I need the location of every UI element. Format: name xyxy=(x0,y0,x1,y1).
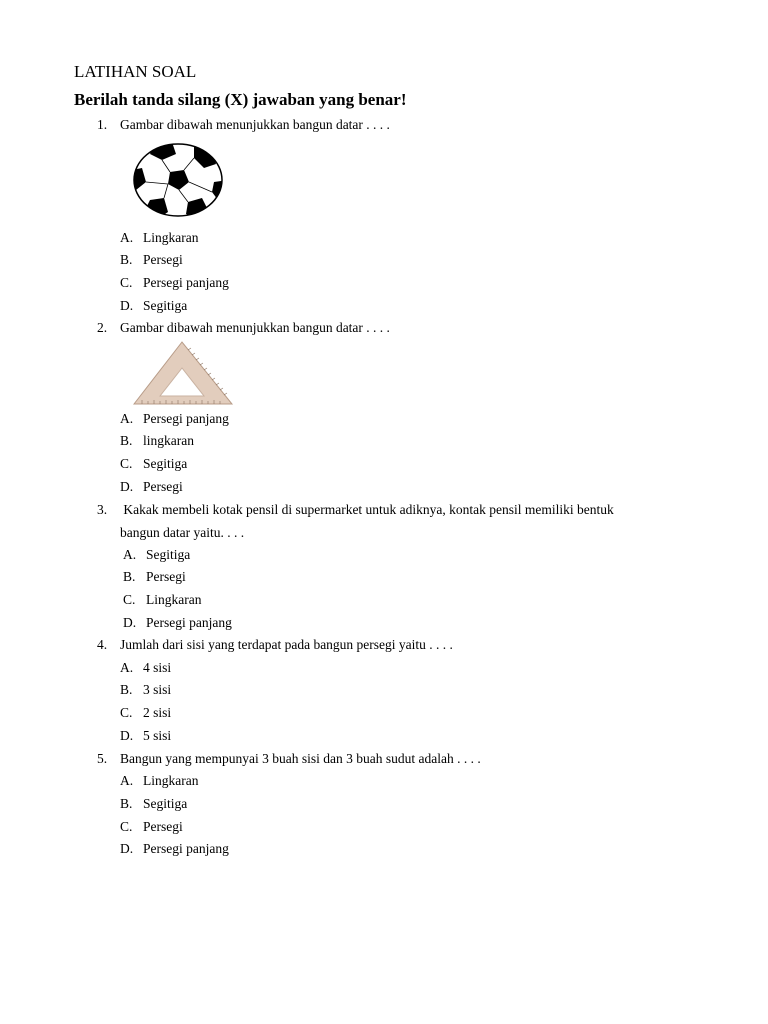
option-text: Persegi xyxy=(143,252,183,267)
option-label: A. xyxy=(120,773,134,788)
triangle-ruler-image xyxy=(132,340,236,406)
option-label: B. xyxy=(120,682,133,697)
option-label: C. xyxy=(123,592,136,607)
option-label: B. xyxy=(120,252,133,267)
option-a[interactable] xyxy=(120,659,172,677)
option-a[interactable] xyxy=(120,410,229,428)
option-text: Persegi xyxy=(143,479,183,494)
instruction-heading: Berilah tanda silang (X) jawaban yang benar! xyxy=(74,90,407,109)
option-c[interactable] xyxy=(120,455,188,473)
option-text: Segitiga xyxy=(146,547,191,562)
option-label: D. xyxy=(120,298,134,313)
option-text: Lingkaran xyxy=(143,773,199,788)
soccer-ball-image xyxy=(132,142,224,218)
option-text: Segitiga xyxy=(143,796,188,811)
option-label: A. xyxy=(120,411,134,426)
option-text: Persegi panjang xyxy=(143,411,229,426)
option-text: Persegi xyxy=(143,819,183,834)
option-d[interactable] xyxy=(123,614,232,632)
option-d[interactable] xyxy=(120,297,188,315)
option-b[interactable] xyxy=(120,681,172,699)
option-c[interactable] xyxy=(120,274,229,292)
option-text: lingkaran xyxy=(143,433,194,448)
option-text: 3 sisi xyxy=(143,682,172,697)
option-label: B. xyxy=(123,569,136,584)
option-text: Persegi panjang xyxy=(143,841,229,856)
option-label: D. xyxy=(123,615,137,630)
option-label: C. xyxy=(120,456,133,471)
question-text: Jumlah dari sisi yang terdapat pada bangun persegi yaitu . . . . xyxy=(120,637,453,652)
question-text-line-1: Kakak membeli kotak pensil di supermarket untuk adiknya, kontak pensil memiliki bentuk xyxy=(120,502,614,517)
option-b[interactable] xyxy=(120,251,183,269)
option-label: A. xyxy=(120,660,134,675)
option-label: A. xyxy=(120,230,134,245)
option-label: C. xyxy=(120,819,133,834)
question-text: Gambar dibawah menunjukkan bangun datar . . . . xyxy=(120,320,390,335)
question-text: Bangun yang mempunyai 3 buah sisi dan 3 buah sudut adalah . . . . xyxy=(120,751,481,766)
option-c[interactable] xyxy=(123,591,202,609)
option-text: Segitiga xyxy=(143,456,188,471)
question-number: 1. xyxy=(97,117,108,132)
option-b[interactable] xyxy=(120,795,188,813)
question-text-line-2: bangun datar yaitu. . . . xyxy=(120,525,245,540)
option-a[interactable] xyxy=(120,772,199,790)
question-number: 4. xyxy=(97,637,108,652)
option-text: 2 sisi xyxy=(143,705,172,720)
option-text: 4 sisi xyxy=(143,660,172,675)
question-text: Gambar dibawah menunjukkan bangun datar . . . . xyxy=(120,117,390,132)
option-label: D. xyxy=(120,728,134,743)
option-c[interactable] xyxy=(120,818,183,836)
option-a[interactable] xyxy=(123,546,191,564)
option-text: Persegi panjang xyxy=(143,275,229,290)
option-label: D. xyxy=(120,479,134,494)
option-label: D. xyxy=(120,841,134,856)
option-text: 5 sisi xyxy=(143,728,172,743)
option-d[interactable] xyxy=(120,840,229,858)
option-text: Persegi panjang xyxy=(146,615,232,630)
option-b[interactable] xyxy=(123,568,186,586)
option-text: Segitiga xyxy=(143,298,188,313)
option-label: C. xyxy=(120,705,133,720)
option-text: Lingkaran xyxy=(146,592,202,607)
option-label: B. xyxy=(120,796,133,811)
option-a[interactable] xyxy=(120,229,199,247)
option-label: A. xyxy=(123,547,137,562)
option-text: Lingkaran xyxy=(143,230,199,245)
option-b[interactable] xyxy=(120,432,194,450)
page-title: LATIHAN SOAL xyxy=(74,62,197,81)
option-d[interactable] xyxy=(120,727,172,745)
question-number: 5. xyxy=(97,751,108,766)
option-c[interactable] xyxy=(120,704,172,722)
question-number: 3. xyxy=(97,502,108,517)
option-d[interactable] xyxy=(120,478,183,496)
question-number: 2. xyxy=(97,320,108,335)
option-text: Persegi xyxy=(146,569,186,584)
option-label: C. xyxy=(120,275,133,290)
option-label: B. xyxy=(120,433,133,448)
